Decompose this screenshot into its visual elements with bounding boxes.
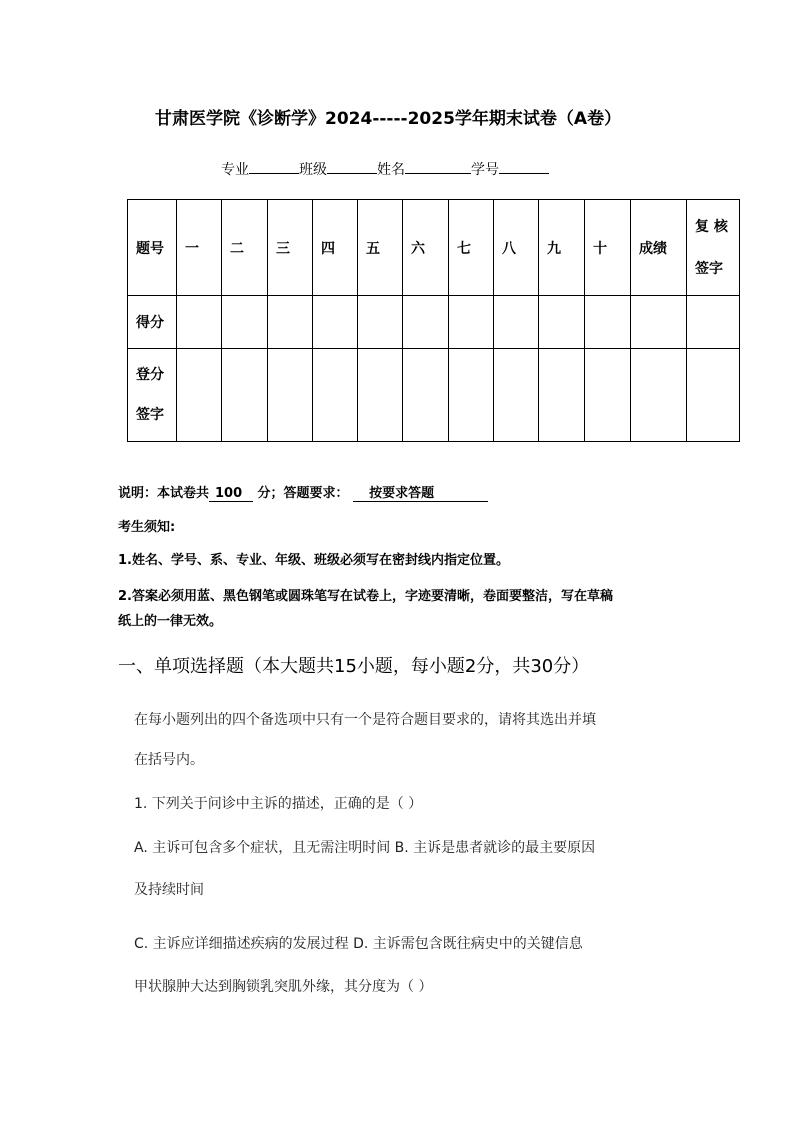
question-2: 甲状腺肿大达到胸锁乳突肌外缘，其分度为（ ） <box>134 979 433 995</box>
score-cell[interactable] <box>585 296 631 349</box>
header-cell: 一 <box>177 200 222 296</box>
header-cell: 九 <box>539 200 585 296</box>
score-row-label: 得分 <box>128 296 177 349</box>
question-1: 1. 下列关于问诊中主诉的描述，正确的是（ ） <box>134 796 423 812</box>
score-table <box>127 199 740 442</box>
score-cell[interactable] <box>449 296 494 349</box>
description-prefix: 说明：本试卷共 <box>118 486 210 501</box>
header-cell: 二 <box>222 200 268 296</box>
header-cell: 六 <box>403 200 449 296</box>
total-score: 100 <box>209 486 253 502</box>
score-cell[interactable] <box>494 296 539 349</box>
header-cell: 五 <box>358 200 403 296</box>
score-cell[interactable] <box>403 296 449 349</box>
question-1-options-ab-cont: 及持续时间 <box>134 882 204 898</box>
header-cell: 题号 <box>128 200 177 296</box>
header-cell: 十 <box>585 200 631 296</box>
name-label: 姓名 <box>377 162 405 178</box>
major-label: 专业 <box>221 162 249 178</box>
header-cell: 七 <box>449 200 494 296</box>
signature-row-label: 登分 签字 <box>128 349 177 442</box>
header-cell: 成绩 <box>631 200 687 296</box>
score-cell[interactable] <box>177 349 222 442</box>
notice-2: 2.答案必须用蓝、黑色钢笔或圆珠笔写在试卷上，字迹要清晰，卷面要整洁，写在草稿 <box>118 589 613 604</box>
student-info-fields <box>221 159 549 179</box>
header-cell: 复 核 签字 <box>687 200 740 296</box>
score-cell[interactable] <box>449 349 494 442</box>
name-blank[interactable] <box>405 159 471 174</box>
score-cell[interactable] <box>403 349 449 442</box>
notice-title: 考生须知: <box>118 520 176 535</box>
question-1-options-cd: C. 主诉应详细描述疾病的发展过程 D. 主诉需包含既往病史中的关键信息 <box>134 936 583 952</box>
score-cell[interactable] <box>539 349 585 442</box>
section-heading: 一、单项选择题（本大题共15小题，每小题2分，共30分） <box>118 656 590 677</box>
id-label: 学号 <box>471 162 499 178</box>
notice-2-cont: 纸上的一律无效。 <box>118 614 223 629</box>
score-cell[interactable] <box>631 349 687 442</box>
answer-requirement: 按要求答题 <box>353 482 488 502</box>
header-cell: 三 <box>268 200 313 296</box>
exam-title: 甘肃医学院《诊断学》2024-----2025学年期末试卷（A卷） <box>155 109 622 129</box>
score-cell[interactable] <box>222 296 268 349</box>
score-cell[interactable] <box>539 296 585 349</box>
score-cell[interactable] <box>631 296 687 349</box>
score-cell[interactable] <box>268 349 313 442</box>
score-cell[interactable] <box>313 349 358 442</box>
question-1-options-ab: A. 主诉可包含多个症状，且无需注明时间 B. 主诉是患者就诊的最主要原因 <box>134 840 596 856</box>
description-mid: 分；答题要求： <box>257 486 349 501</box>
score-cell[interactable] <box>358 296 403 349</box>
header-cell: 八 <box>494 200 539 296</box>
score-cell[interactable] <box>358 349 403 442</box>
class-blank[interactable] <box>327 159 377 174</box>
notice-1: 1.姓名、学号、系、专业、年级、班级必须写在密封线内指定位置。 <box>118 553 509 568</box>
score-cell[interactable] <box>687 296 740 349</box>
score-cell[interactable] <box>177 296 222 349</box>
section-desc: 在每小题列出的四个备选项中只有一个是符合题目要求的，请将其选出并填 <box>134 712 596 728</box>
score-cell[interactable] <box>494 349 539 442</box>
header-cell: 四 <box>313 200 358 296</box>
major-blank[interactable] <box>249 159 299 174</box>
score-cell[interactable] <box>268 296 313 349</box>
id-blank[interactable] <box>499 159 549 174</box>
score-cell[interactable] <box>222 349 268 442</box>
score-cell[interactable] <box>585 349 631 442</box>
score-cell[interactable] <box>687 349 740 442</box>
exam-description <box>118 482 488 502</box>
section-desc-cont: 在括号内。 <box>134 752 204 768</box>
score-cell[interactable] <box>313 296 358 349</box>
class-label: 班级 <box>299 162 327 178</box>
